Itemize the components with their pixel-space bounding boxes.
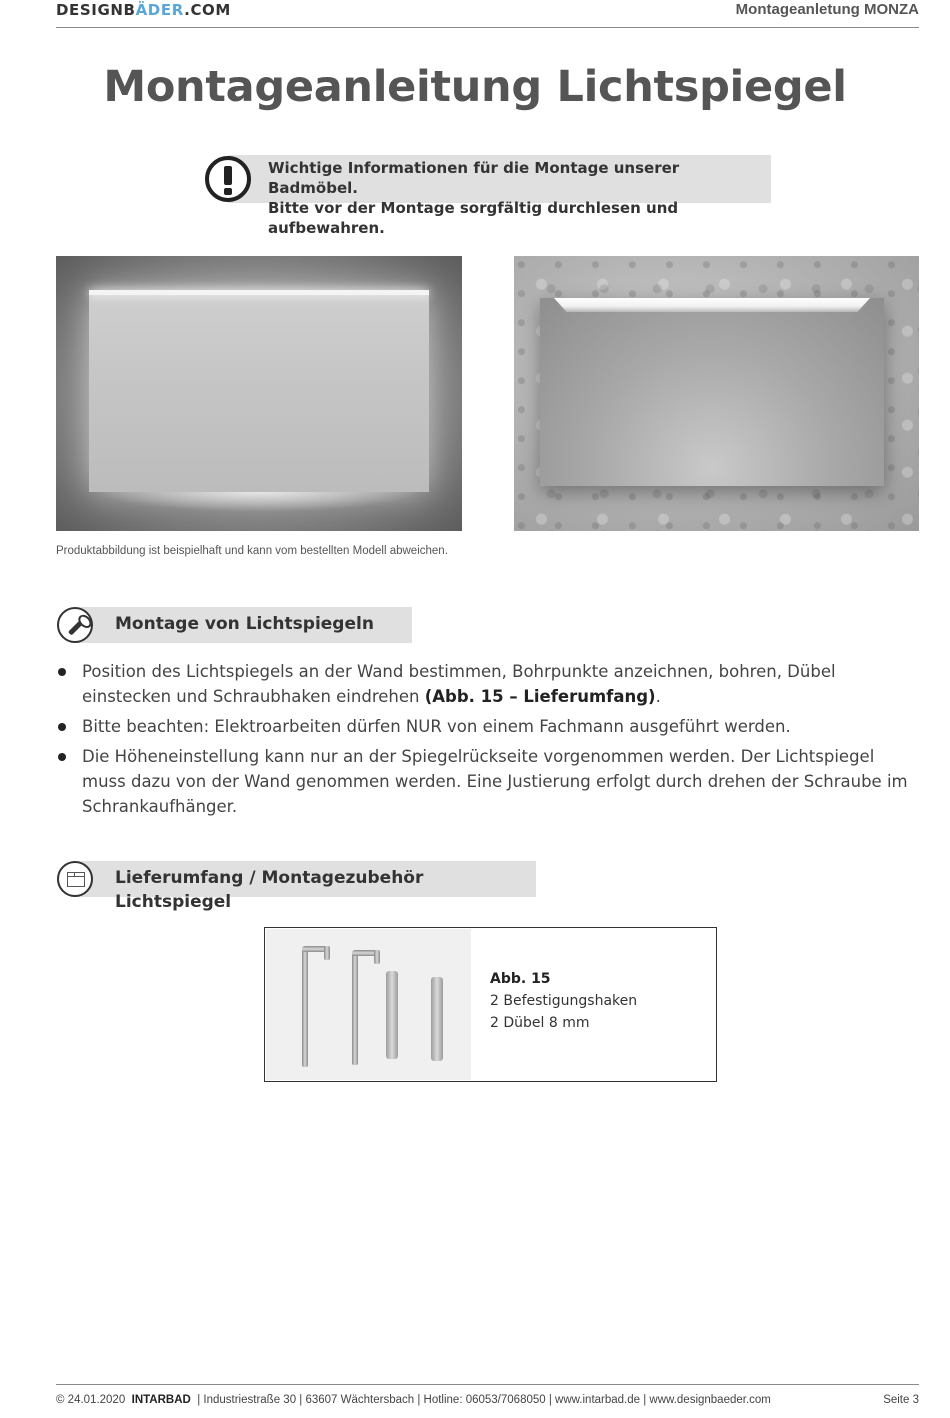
page-header <box>56 0 919 28</box>
list-item: Die Höheneinstellung kann nur an der Spiegelrückseite vorgenommen werden. Der Lichtspiegel muss dazu von der Wand genommen werden. Eine Justierung erfolgt durch drehen der Schraube im Schrankaufhänger. <box>56 744 916 819</box>
document-title: Montageanletung MONZA <box>735 1 919 18</box>
section-title-montage: Montage von Lichtspiegeln <box>74 607 412 643</box>
footer-address: | Industriestraße 30 | 63607 Wächtersbach | Hotline: 06053/7068050 | www.intarbad.de | www.designbaeder.com <box>197 1394 771 1406</box>
screwdriver-icon <box>57 607 93 643</box>
exclamation-icon <box>205 156 251 202</box>
section-title-lieferumfang: Lieferumfang / Montagezubehör Lichtspiegel <box>74 861 536 897</box>
mirror-photo-right <box>514 256 919 531</box>
mirror-photo-left <box>56 256 462 531</box>
parts-item-hooks: 2 Befestigungshaken <box>490 993 638 1009</box>
page-title: Montageanleitung Lichtspiegel <box>103 62 847 112</box>
notice-line-1: Wichtige Informationen für die Montage unserer Badmöbel. <box>268 159 680 197</box>
important-notice <box>228 155 771 237</box>
list-item: Bitte beachten: Elektroarbeiten dürfen NUR von einem Fachmann ausgeführt werden. <box>56 714 916 739</box>
box-icon <box>57 861 93 897</box>
page-footer <box>56 1384 919 1406</box>
figure-reference: (Abb. 15 – Lieferumfang) <box>424 687 656 706</box>
montage-instructions <box>56 659 916 824</box>
list-item: Position des Lichtspiegels an der Wand bestimmen, Bohrpunkte anzeichnen, bohren, Dübel einstecken und Schraubhaken eindrehen (Abb. 15 – Lieferumfang). <box>56 659 916 709</box>
page-number: Seite 3 <box>883 1394 919 1406</box>
brand-logo: DESIGNBÄDER.COM <box>56 1 231 19</box>
parts-item-dowels: 2 Dübel 8 mm <box>490 1015 590 1031</box>
parts-figure <box>264 927 717 1082</box>
hooks-and-dowels-photo <box>266 929 471 1080</box>
notice-line-2: Bitte vor der Montage sorgfältig durchlesen und aufbewahren. <box>268 199 679 237</box>
footer-company: INTARBAD <box>131 1394 191 1406</box>
figure-title: Abb. 15 <box>490 971 551 987</box>
footer-date: © 24.01.2020 <box>56 1394 126 1406</box>
photo-caption: Produktabbildung ist beispielhaft und kann vom bestellten Modell abweichen. <box>56 545 448 557</box>
